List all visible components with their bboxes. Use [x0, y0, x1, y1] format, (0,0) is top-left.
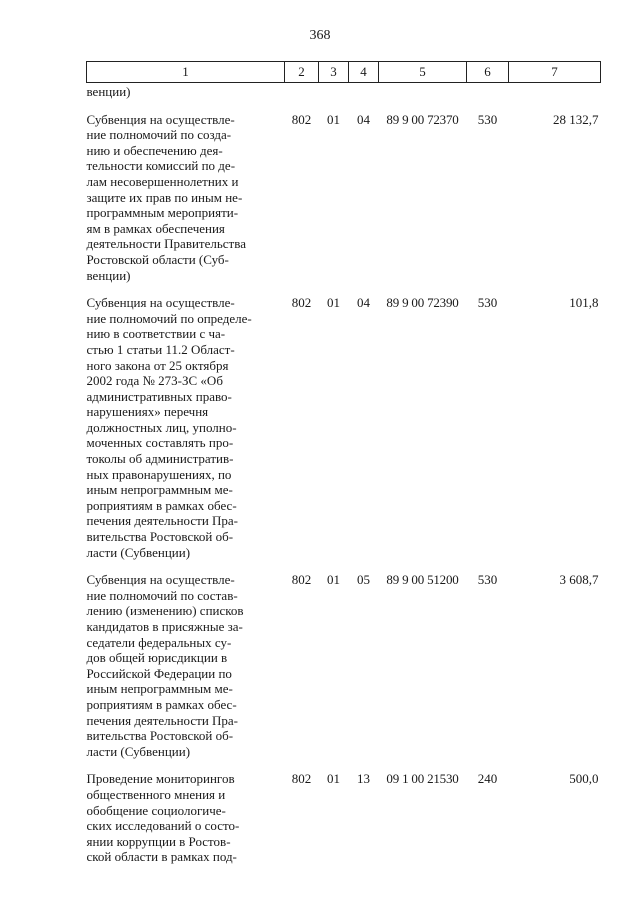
expense-type-code: 240 [477, 771, 498, 787]
expense-type-code: 530 [477, 111, 498, 127]
description-line: Проведение мониторингов [86, 771, 235, 787]
description-line: венции) [86, 267, 131, 283]
description-line: нию в соответствии с ча- [86, 326, 226, 342]
expense-type-code: 530 [477, 295, 498, 311]
table-body [87, 83, 601, 865]
table-row [87, 560, 601, 759]
table-row [87, 759, 601, 865]
target-article-code: 89 9 00 72390 [386, 295, 459, 311]
description-line: печения деятельности Пра- [86, 712, 239, 728]
section-code: 01 [327, 111, 340, 127]
continuation-row [87, 83, 601, 100]
description-line: ние полномочий по определе- [86, 310, 252, 326]
description-line: Субвенция на осуществле- [86, 572, 235, 588]
description-line: Субвенция на осуществле- [86, 295, 235, 311]
description-line: обобщение социологиче- [86, 802, 226, 818]
description-line: нию и обеспечению дея- [86, 142, 223, 158]
description-line: ской области в рамках под- [86, 849, 237, 865]
budget-table [86, 61, 601, 865]
description-line: стью 1 статьи 11.2 Област- [86, 341, 235, 357]
description-line: роприятиям в рамках обес- [86, 497, 237, 513]
subsection-code: 13 [357, 771, 370, 787]
ministry-code: 802 [291, 111, 312, 127]
target-article-code: 09 1 00 21530 [386, 771, 459, 787]
row-description [87, 759, 285, 865]
ministry-code: 802 [291, 771, 312, 787]
description-line: административных право- [86, 388, 232, 404]
continuation-text: венции) [86, 84, 131, 99]
description-line: Субвенция на осуществле- [86, 111, 235, 127]
target-article-code: 89 9 00 51200 [386, 572, 459, 588]
amount-value: 500,0 [569, 771, 599, 787]
description-line: иным непрограммным ме- [86, 681, 233, 697]
description-line: дов общей юрисдикции в [86, 650, 228, 666]
description-line: янии коррупции в Ростов- [86, 833, 231, 849]
expense-type-code: 530 [477, 572, 498, 588]
description-line: должностных лиц, уполно- [86, 419, 237, 435]
description-line: Российской Федерации по [86, 665, 232, 681]
description-line: общественного мнения и [86, 786, 226, 802]
section-code: 01 [327, 771, 340, 787]
description-line: моченных составлять про- [86, 435, 234, 451]
description-line: иным непрограммным ме- [86, 482, 233, 498]
column-header: 5 [379, 62, 467, 83]
description-line: 2002 года № 273-ЗС «Об [86, 373, 223, 389]
description-line: токолы об административ- [86, 451, 234, 467]
description-line: роприятиям в рамках обес- [86, 696, 237, 712]
description-line: лению (изменению) списков [86, 603, 244, 619]
description-line: вительства Ростовской об- [86, 728, 234, 744]
column-header: 7 [509, 62, 601, 83]
description-line: ям в рамках обеспечения [86, 220, 225, 236]
description-line: ного закона от 25 октября [86, 357, 229, 373]
table-row [87, 100, 601, 284]
description-line: защите их прав по иным не- [86, 189, 243, 205]
ministry-code: 802 [291, 295, 312, 311]
table-row [87, 283, 601, 560]
ministry-code: 802 [291, 572, 312, 588]
description-line: ных правонарушениях, по [86, 466, 232, 482]
section-code: 01 [327, 295, 340, 311]
description-line: печения деятельности Пра- [86, 513, 239, 529]
description-line: седатели федеральных су- [86, 634, 232, 650]
description-line: ние полномочий по созда- [86, 127, 232, 143]
row-description [87, 100, 285, 284]
amount-value: 3 608,7 [559, 572, 599, 588]
page-number: 368 [309, 28, 331, 43]
description-line: ласти (Субвенции) [86, 544, 191, 560]
section-code: 01 [327, 572, 340, 588]
subsection-code: 04 [357, 295, 370, 311]
description-line: ласти (Субвенции) [86, 743, 191, 759]
row-description [87, 283, 285, 560]
row-description [87, 560, 285, 759]
description-line: лам несовершеннолетних и [86, 173, 239, 189]
table-header [87, 62, 601, 83]
column-header: 6 [467, 62, 509, 83]
subsection-code: 05 [357, 572, 370, 588]
description-line: ние полномочий по состав- [86, 587, 238, 603]
description-line: тельности комиссий по де- [86, 158, 236, 174]
column-header: 2 [285, 62, 319, 83]
subsection-code: 04 [357, 111, 370, 127]
description-line: ских исследований о состо- [86, 818, 240, 834]
description-line: программным мероприяти- [86, 205, 239, 221]
column-header: 1 [87, 62, 285, 83]
target-article-code: 89 9 00 72370 [386, 111, 459, 127]
column-header: 4 [349, 62, 379, 83]
description-line: кандидатов в присяжные за- [86, 619, 243, 634]
column-header: 3 [319, 62, 349, 83]
amount-value: 28 132,7 [553, 111, 599, 127]
description-line: вительства Ростовской об- [86, 529, 234, 545]
amount-value: 101,8 [569, 295, 599, 311]
description-line: Ростовской области (Суб- [86, 251, 229, 267]
description-line: нарушениях» перечня [86, 404, 209, 420]
description-line: деятельности Правительства [86, 236, 246, 252]
